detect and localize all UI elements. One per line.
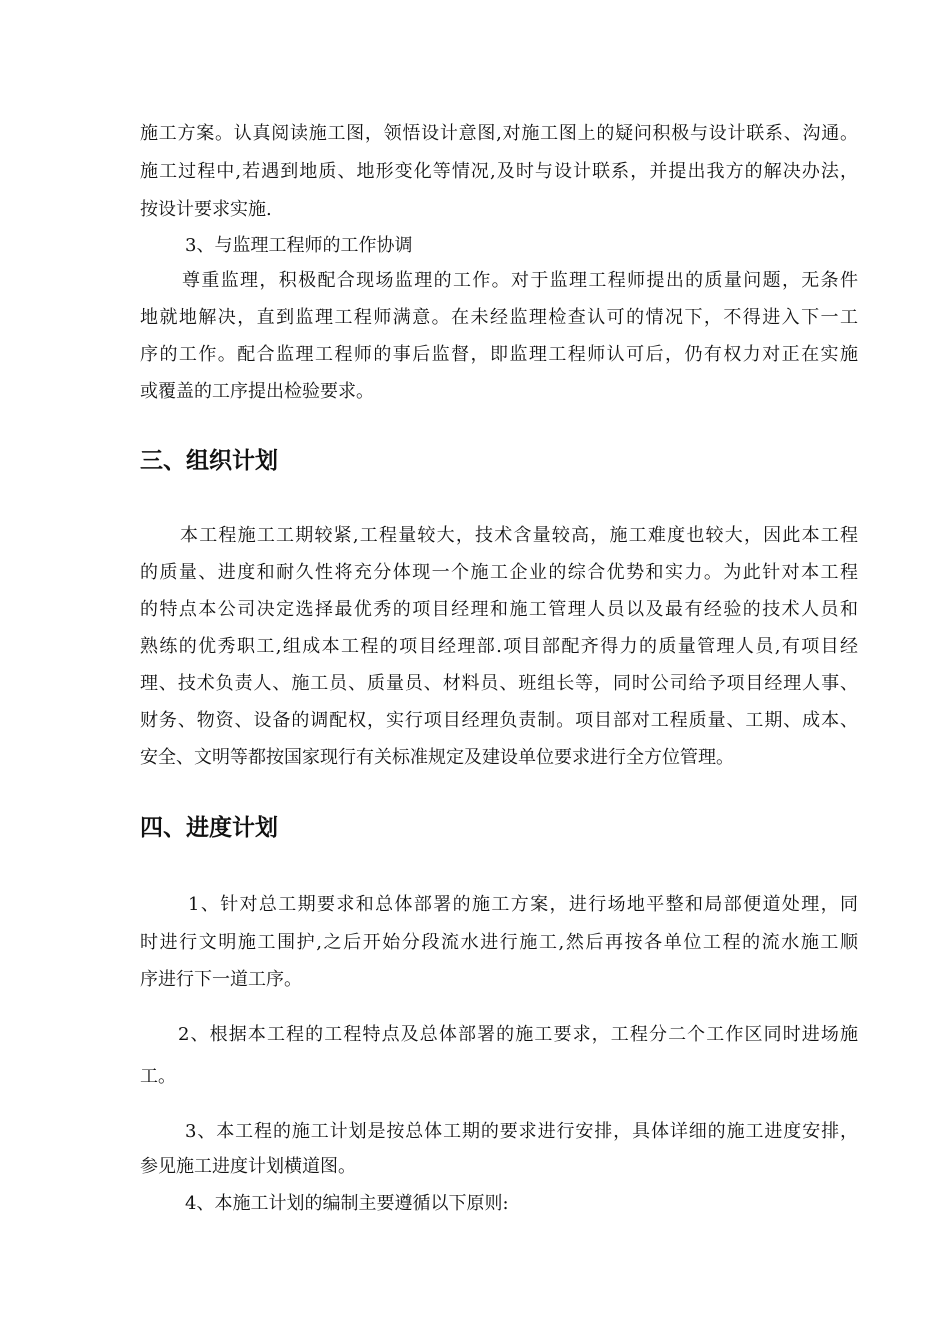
paragraph-line: 的特点本公司决定选择最优秀的项目经理和施工管理人员以及最有经验的技术人员和	[140, 599, 858, 620]
subheading-coordination: 3、与监理工程师的工作协调	[185, 235, 413, 256]
paragraph-line: 1、针对总工期要求和总体部署的施工方案，进行场地平整和局部便道处理，同	[188, 894, 858, 915]
paragraph-line: 地就地解决，直到监理工程师满意。在未经监理检查认可的情况下，不得进入下一工	[140, 307, 858, 328]
paragraph-line: 3、本工程的施工计划是按总体工期的要求进行安排，具体详细的施工进度安排，	[185, 1121, 858, 1142]
paragraph-line: 2、根据本工程的工程特点及总体部署的施工要求，工程分二个工作区同时进场施	[178, 1024, 858, 1045]
paragraph-line: 本工程施工工期较紧,工程量较大，技术含量较高，施工难度也较大，因此本工程	[180, 525, 858, 546]
paragraph-line: 按设计要求实施.	[140, 199, 272, 220]
paragraph-line: 序的工作。配合监理工程师的事后监督，即监理工程师认可后，仍有权力对正在实施	[140, 344, 858, 365]
paragraph-line: 或覆盖的工序提出检验要求。	[140, 381, 374, 402]
section-heading-organization: 三、组织计划	[140, 448, 278, 474]
section-heading-schedule: 四、进度计划	[140, 815, 278, 841]
paragraph-line: 熟练的优秀职工,组成本工程的项目经理部.项目部配齐得力的质量管理人员,有项目经	[140, 636, 858, 657]
paragraph-line: 财务、物资、设备的调配权，实行项目经理负责制。项目部对工程质量、工期、成本、	[140, 710, 858, 731]
paragraph-line: 施工过程中,若遇到地质、地形变化等情况,及时与设计联系，并提出我方的解决办法，	[140, 161, 858, 182]
paragraph-line: 工。	[140, 1066, 176, 1087]
paragraph-line: 尊重监理，积极配合现场监理的工作。对于监理工程师提出的质量问题，无条件	[182, 270, 858, 291]
paragraph-line: 的质量、进度和耐久性将充分体现一个施工企业的综合优势和实力。为此针对本工程	[140, 562, 858, 583]
paragraph-line: 施工方案。认真阅读施工图，领悟设计意图,对施工图上的疑问积极与设计联系、沟通。	[140, 123, 858, 144]
paragraph-line: 时进行文明施工围护,之后开始分段流水进行施工,然后再按各单位工程的流水施工顺	[140, 932, 858, 953]
paragraph-line: 理、技术负责人、施工员、质量员、材料员、班组长等，同时公司给予项目经理人事、	[140, 673, 858, 694]
paragraph-line: 参见施工进度计划横道图。	[140, 1156, 356, 1177]
paragraph-line: 安全、文明等都按国家现行有关标准规定及建设单位要求进行全方位管理。	[140, 747, 734, 768]
paragraph-line: 4、本施工计划的编制主要遵循以下原则:	[185, 1193, 509, 1214]
paragraph-line: 序进行下一道工序。	[140, 969, 302, 990]
